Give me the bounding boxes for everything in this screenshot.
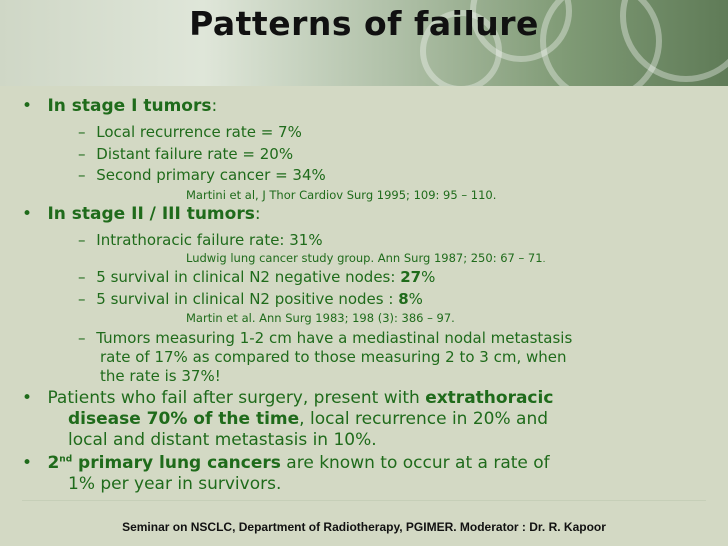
bullet-4 bbox=[22, 453, 550, 473]
bullet-1-label bbox=[47, 96, 217, 116]
sub-text: Intrathoracic failure rate: 31% bbox=[96, 231, 323, 249]
bullet-4-cont: 1% per year in survivors. bbox=[68, 474, 282, 494]
bullet-2-sub-1 bbox=[78, 231, 323, 249]
dash-marker: – bbox=[78, 231, 86, 249]
sub-text: Tumors measuring 1-2 cm have a mediastinal nodal metastasis bbox=[96, 329, 573, 347]
dash-marker: – bbox=[78, 166, 86, 184]
bullet-2-heading: In stage II / III tumors bbox=[47, 204, 255, 224]
sub-text-pre: 5 survival in clinical N2 positive nodes : bbox=[96, 290, 399, 308]
text-post: are known to occur at a rate of bbox=[280, 453, 550, 473]
text-bold: disease 70% of the time bbox=[68, 409, 300, 429]
bullet-2-label bbox=[47, 204, 260, 224]
bullet-2-sub-4 bbox=[78, 329, 572, 347]
bullet-4-text bbox=[47, 453, 549, 473]
bullet-marker: • bbox=[22, 453, 33, 473]
bullet-2-sub-4-cont: rate of 17% as compared to those measuring 2 to 3 cm, when bbox=[100, 348, 567, 366]
bullet-3-cont bbox=[68, 409, 548, 429]
bullet-3-cont: local and distant metastasis in 10%. bbox=[68, 430, 377, 450]
sub-text: Second primary cancer = 34% bbox=[96, 166, 326, 184]
bullet-1-heading: In stage I tumors bbox=[47, 96, 212, 116]
bullet-marker: • bbox=[22, 388, 33, 408]
bullet-3 bbox=[22, 388, 553, 408]
sub-text: Distant failure rate = 20% bbox=[96, 145, 294, 163]
bullet-1-sub-2 bbox=[78, 145, 293, 163]
sub-text-pre: 5 survival in clinical N2 negative nodes: bbox=[96, 268, 401, 286]
dash-marker: – bbox=[78, 290, 86, 308]
bullet-2-sub-4-cont: the rate is 37%! bbox=[100, 367, 221, 385]
value-highlight: 27 bbox=[400, 268, 422, 286]
sub-text bbox=[96, 290, 423, 308]
ordinal-number: 2 bbox=[47, 453, 60, 473]
dash-marker: – bbox=[78, 329, 86, 347]
citation-end: . bbox=[542, 255, 546, 265]
citation-text: Ludwig lung cancer study group. Ann Surg 1987; 250: 67 – 71 bbox=[186, 251, 543, 265]
sub-text-post: % bbox=[408, 290, 423, 308]
bullet-2 bbox=[22, 204, 261, 224]
dash-marker: – bbox=[78, 145, 86, 163]
footer-divider bbox=[22, 500, 706, 501]
dash-marker: – bbox=[78, 268, 86, 286]
citation-ludwig bbox=[186, 251, 545, 265]
slide-footer: Seminar on NSCLC, Department of Radiotherapy, PGIMER. Moderator : Dr. R. Kapoor bbox=[122, 520, 606, 534]
text-bold: primary lung cancers bbox=[72, 453, 281, 473]
bullet-1-sub-3 bbox=[78, 166, 326, 184]
bullet-1-sub-1 bbox=[78, 123, 302, 141]
bullet-2-colon: : bbox=[254, 204, 261, 224]
bullet-2-sub-3 bbox=[78, 290, 423, 308]
bullet-marker: • bbox=[22, 96, 33, 116]
bullet-marker: • bbox=[22, 204, 33, 224]
slide-header bbox=[0, 0, 728, 86]
sub-text-post: % bbox=[421, 268, 436, 286]
sub-text bbox=[96, 268, 435, 286]
text-bold: extrathoracic bbox=[425, 388, 554, 408]
bullet-1-colon: : bbox=[211, 96, 218, 116]
citation-martini: Martini et al, J Thor Cardiov Surg 1995; 109: 95 – 110. bbox=[186, 188, 497, 202]
bullet-1 bbox=[22, 96, 217, 116]
slide-body bbox=[22, 86, 706, 500]
text-pre: Patients who fail after surgery, present with bbox=[47, 388, 426, 408]
bullet-3-text bbox=[47, 388, 553, 408]
value-highlight: 8 bbox=[398, 290, 409, 308]
text-post: , local recurrence in 20% and bbox=[299, 409, 549, 429]
dash-marker: – bbox=[78, 123, 86, 141]
bullet-2-sub-2 bbox=[78, 268, 435, 286]
ordinal-suffix: nd bbox=[59, 454, 73, 465]
slide-title: Patterns of failure bbox=[189, 4, 539, 43]
sub-text: Local recurrence rate = 7% bbox=[96, 123, 302, 141]
citation-martin: Martin et al. Ann Surg 1983; 198 (3): 386 – 97. bbox=[186, 311, 455, 325]
